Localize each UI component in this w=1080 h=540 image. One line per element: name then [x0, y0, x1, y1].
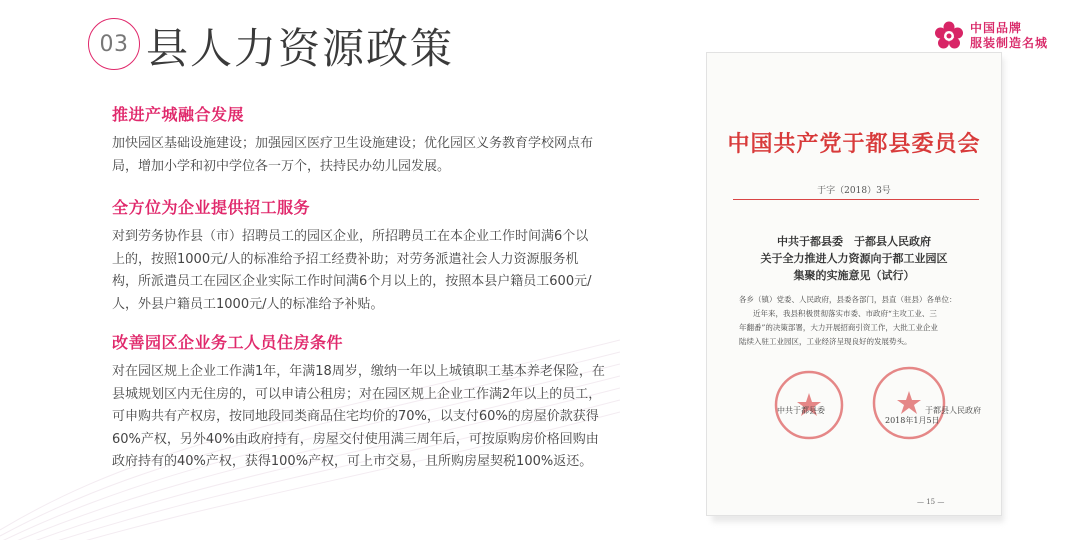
county-government-seal — [871, 365, 947, 441]
document-number: 于字（2018）3号 — [817, 186, 891, 196]
body-line: 构，所派遣员工在园区企业实际工作时间满6个月以上的，按照本县户籍员工600元/ — [112, 274, 592, 289]
document-title — [707, 233, 1001, 284]
logo-text — [970, 21, 1048, 51]
section-number-badge — [88, 18, 140, 70]
page-title: 县人力资源政策 — [146, 24, 455, 73]
document-header: 中国共产党于都县委员会 — [727, 131, 981, 157]
section-number: 03 — [99, 31, 129, 57]
body-line: 上的，按照1000元/人的标准给予招工经费补助；对劳务派遣社会人力资源服务机 — [112, 251, 579, 267]
body-line: 60%产权，另外40%由政府持有，房屋交付使用满三周年后，可按原购房价格回购由 — [112, 431, 599, 447]
body-line: 县城规划区内无住房的，可以申请公租房；对在园区规上企业工作满2年以上的员工， — [112, 386, 602, 402]
section-body — [112, 226, 632, 316]
section-heading: 改善园区企业务工人员住房条件 — [112, 333, 344, 352]
signer-county-government: 于都县人民政府 — [925, 406, 981, 415]
body-line: 可申购共有产权房，按同地段同类商品住宅均价的70%，以支付60%的房屋价款获得 — [112, 409, 599, 424]
document-title-line: 中共于都县委 于都县人民政府 — [777, 235, 931, 248]
document-body-line: 年翻番”的决策部署，大力开展招商引资工作，大批工业企业 — [739, 323, 938, 332]
section-body — [112, 361, 632, 474]
section-body — [112, 133, 632, 178]
document-page-number: — 15 — — [917, 498, 945, 506]
brand-logo — [934, 18, 1064, 54]
document-date: 2018年1月5日 — [885, 416, 940, 425]
logo-line-1: 中国品牌 — [970, 21, 1023, 35]
document-red-rule — [733, 199, 979, 200]
body-line: 人，外县户籍员工1000元/人的标准给予补贴。 — [112, 296, 384, 312]
body-line: 局，增加小学和初中学位各一万个，扶持民办幼儿园发展。 — [112, 158, 451, 174]
policy-section-3 — [112, 330, 632, 474]
official-document-image — [706, 52, 1002, 516]
body-line: 对在园区规上企业工作满1年，年满18周岁，缴纳一年以上城镇职工基本养老保险，在 — [112, 364, 605, 379]
policy-section-2 — [112, 195, 632, 316]
body-line: 加快园区基础设施建设；加强园区医疗卫生设施建设；优化园区义务教育学校网点布 — [112, 136, 594, 151]
logo-line-2: 服装制造名城 — [970, 36, 1049, 50]
policy-section-1 — [112, 102, 632, 178]
section-heading: 推进产城融合发展 — [112, 105, 245, 124]
section-heading: 全方位为企业提供招工服务 — [112, 198, 311, 217]
document-body — [739, 293, 977, 349]
document-body-line: 近年来，我县积极贯彻落实市委、市政府“主攻工业、三 — [753, 309, 937, 318]
signer-party-committee: 中共于都县委 — [777, 406, 825, 415]
document-signers — [777, 405, 981, 416]
document-body-line: 陆续入驻工业园区，工业经济呈现良好的发展势头。 — [739, 337, 912, 346]
document-title-line: 关于全力推进人力资源向于都工业园区 — [760, 252, 948, 265]
document-title-line: 集聚的实施意见（试行） — [793, 269, 915, 282]
body-line: 政府持有的40%产权，获得100%产权，可上市交易，且所购房屋契税100%返还。 — [112, 454, 593, 469]
flower-logo-icon — [934, 21, 964, 51]
document-body-line: 各乡（镇）党委、人民政府，县委各部门，县直（驻县）各单位： — [739, 295, 957, 304]
body-line: 对到劳务协作县（市）招聘员工的园区企业，所招聘员工在本企业工作时间满6个以 — [112, 229, 589, 244]
